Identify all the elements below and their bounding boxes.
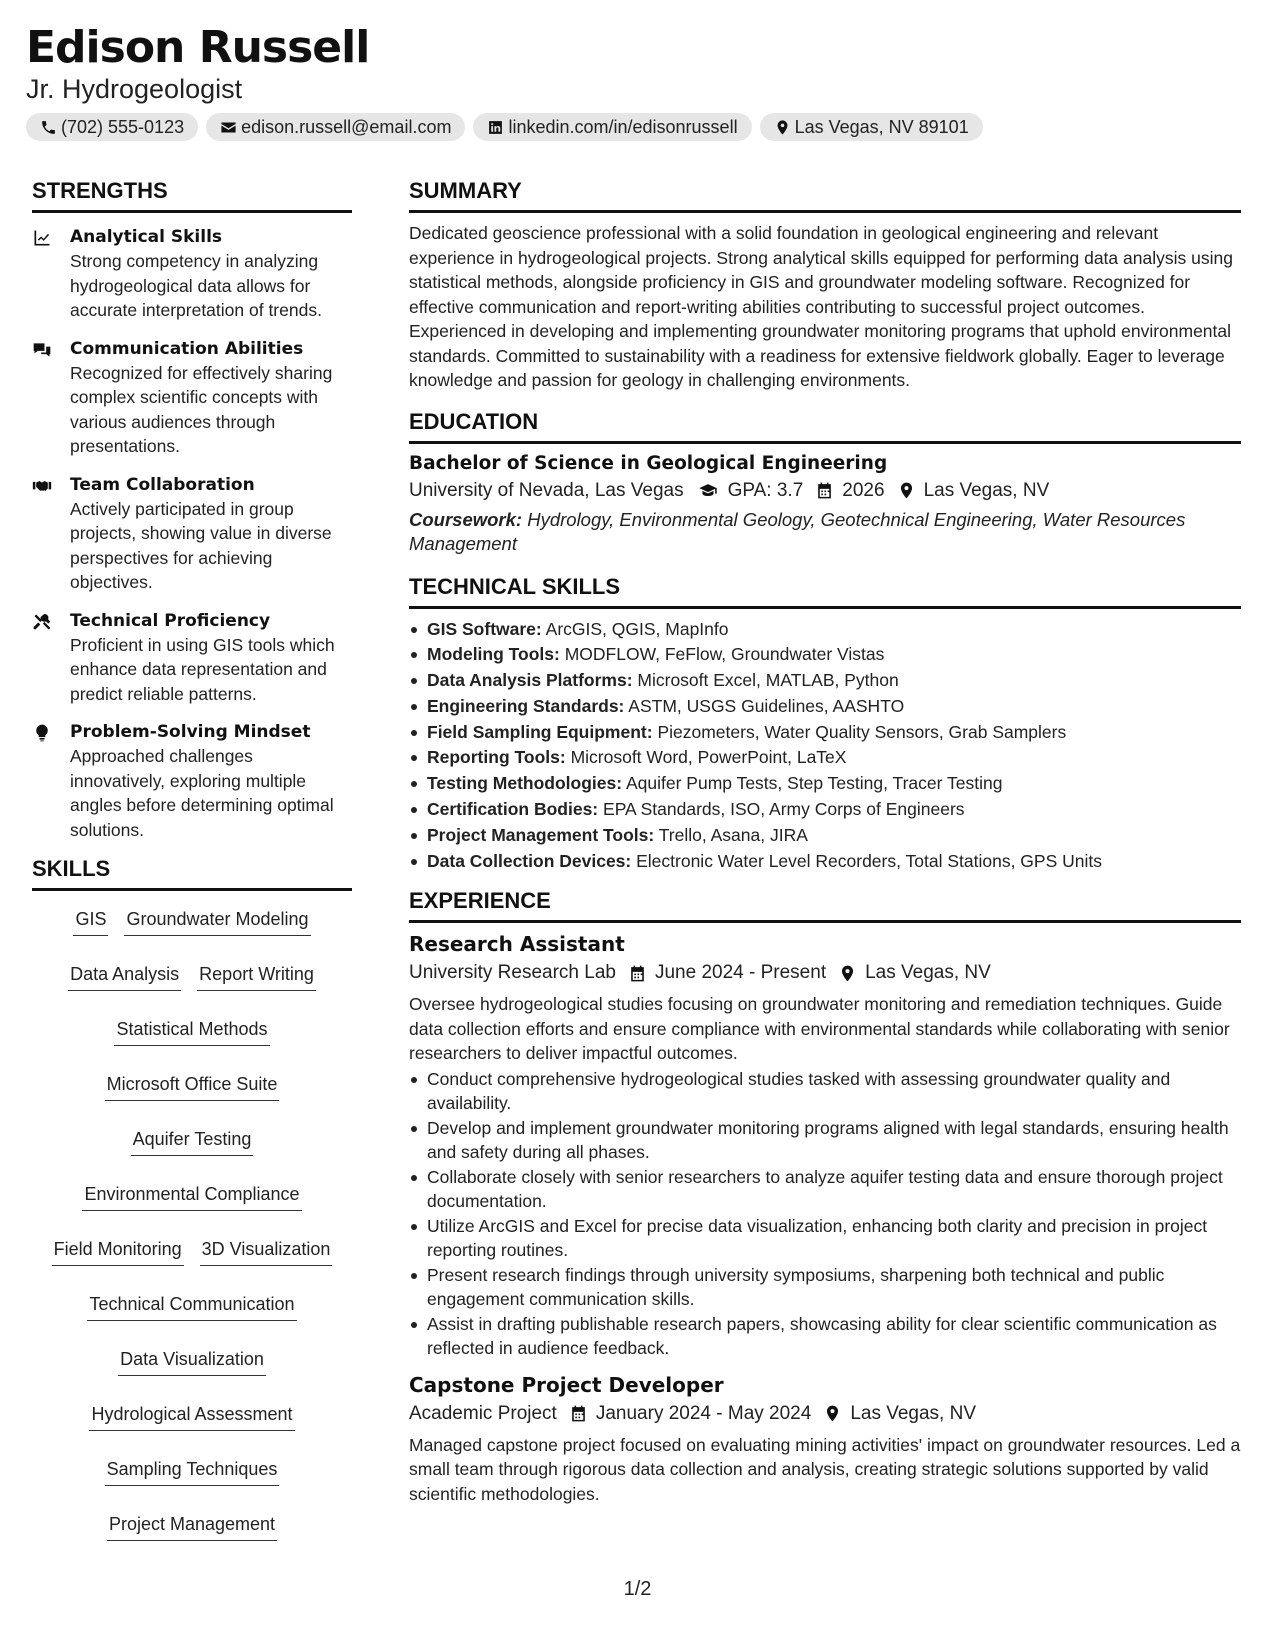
coursework — [409, 508, 1241, 556]
strength-title: Communication Abilities — [70, 338, 304, 359]
strength-desc: Recognized for effectively sharing complex scientific concepts with various audiences through presentations. — [70, 362, 333, 456]
list-item: Data Analysis Platforms: Microsoft Excel, MATLAB, Python — [409, 668, 1241, 694]
skill-tag: Environmental Compliance — [82, 1180, 301, 1211]
contact-linkedin[interactable] — [473, 113, 751, 141]
skill-tag: Technical Communication — [87, 1290, 296, 1321]
list-item: Conduct comprehensive hydrogeological studies tasked with assessing groundwater quality and availability. — [409, 1067, 1241, 1116]
strength-desc: Strong competency in analyzing hydrogeological data allows for accurate interpretation of trends. — [70, 251, 322, 320]
job-meta — [409, 962, 1241, 984]
skill-tag: Hydrological Assessment — [89, 1400, 294, 1431]
coursework-list: Hydrology, Environmental Geology, Geotechnical Engineering, Water Resources Management — [409, 508, 1186, 554]
graduation-cap-icon — [696, 481, 720, 500]
job-bullets — [409, 1067, 1241, 1361]
strengths-heading: STRENGTHS — [32, 178, 352, 213]
technical-skills-heading: TECHNICAL SKILLS — [409, 574, 1241, 609]
skill-tag: 3D Visualization — [200, 1235, 333, 1266]
strength-item — [32, 609, 352, 707]
education-meta — [409, 480, 1241, 502]
list-item: Collaborate closely with senior researchers to analyze aquifer testing data and ensure thorough project documentation. — [409, 1165, 1241, 1214]
technical-skills-list — [409, 617, 1241, 875]
contact-bar — [26, 113, 983, 141]
strength-desc: Proficient in using GIS tools which enhance data representation and predict reliable patterns. — [70, 634, 335, 704]
list-item: Utilize ArcGIS and Excel for precise data visualization, enhancing both clarity and precision in project reporting routines. — [409, 1214, 1241, 1263]
list-item: Project Management Tools: Trello, Asana, JIRA — [409, 823, 1241, 849]
skill-tag: Project Management — [107, 1510, 277, 1541]
list-item: Data Collection Devices: Electronic Water Level Recorders, Total Stations, GPS Units — [409, 849, 1241, 875]
strength-title: Problem-Solving Mindset — [70, 722, 311, 742]
map-pin-icon — [897, 481, 916, 500]
list-item: Reporting Tools: Microsoft Word, PowerPoint, LaTeX — [409, 745, 1241, 771]
candidate-title: Jr. Hydrogeologist — [26, 74, 243, 104]
phone-icon — [40, 119, 57, 136]
skill-tag: Data Visualization — [118, 1345, 266, 1376]
skill-tag: Groundwater Modeling — [124, 905, 310, 936]
education-heading: EDUCATION — [409, 409, 1241, 444]
technical-skills-section — [409, 574, 1241, 875]
lightbulb-icon — [32, 723, 52, 743]
list-item: Develop and implement groundwater monitoring programs aligned with legal standards, ensuring health and safety during all phases. — [409, 1116, 1241, 1165]
list-item: Certification Bodies: EPA Standards, ISO, Army Corps of Engineers — [409, 797, 1241, 823]
list-item: Testing Methodologies: Aquifer Pump Tests, Step Testing, Tracer Testing — [409, 771, 1241, 797]
skill-tag: Statistical Methods — [114, 1015, 269, 1046]
strength-item — [32, 225, 352, 323]
summary-heading: SUMMARY — [409, 178, 1241, 213]
candidate-name: Edison Russell — [26, 22, 370, 73]
job-description: Managed capstone project focused on evaluating mining activities' impact on groundwater resources. Led a small team through rigorous data collection and analysis, creating strategic solutions supported by valid scientific methodologies. — [409, 1434, 1241, 1504]
skill-tag: Sampling Techniques — [105, 1455, 280, 1486]
school-name: University of Nevada, Las Vegas — [409, 479, 684, 501]
gpa: GPA: 3.7 — [727, 479, 804, 501]
job-org: Academic Project — [409, 1402, 557, 1424]
list-item: Assist in drafting publishable research papers, showcasing ability for clear scientific communication as reflected in audience feedback. — [409, 1312, 1241, 1361]
comments-icon — [32, 340, 52, 360]
handshake-icon — [32, 476, 52, 496]
map-pin-icon — [838, 964, 857, 983]
summary-text: Dedicated geoscience professional with a solid foundation in geological engineering and relevant experience in hydrogeological projects. Strong analytical skills equipped for performing data analysis using statistical methods, alongside proficiency in GIS and groundwater modeling software. Recognized for effective communication and report-writing abilities contributing to successful project outcomes. Experienced in developing and implementing groundwater monitoring programs that uphold environmental standards. Committed to sustainability with a readiness for extensive fieldwork globally. Eager to leverage knowledge and passion for geology in challenging environments. — [409, 223, 1233, 390]
coursework-label: Coursework: — [409, 508, 523, 530]
job-location: Las Vegas, NV — [850, 1402, 977, 1424]
job-meta — [409, 1403, 1241, 1425]
job-dates: June 2024 - Present — [654, 962, 827, 984]
strength-title: Technical Proficiency — [70, 610, 271, 631]
skill-tag: Report Writing — [197, 960, 316, 991]
school-location: Las Vegas, NV — [923, 479, 1050, 501]
page-number: 1/2 — [623, 1578, 652, 1600]
job-dates: January 2024 - May 2024 — [595, 1402, 812, 1424]
list-item: Engineering Standards: ASTM, USGS Guidelines, AASHTO — [409, 694, 1241, 720]
strength-desc: Approached challenges innovatively, exploring multiple angles before determining optimal solutions. — [70, 746, 334, 840]
contact-phone[interactable] — [26, 113, 198, 141]
list-item: Modeling Tools: MODFLOW, FeFlow, Groundwater Vistas — [409, 642, 1241, 668]
list-item: GIS Software: ArcGIS, QGIS, MapInfo — [409, 617, 1241, 643]
strength-item — [32, 473, 352, 595]
skill-tag: Aquifer Testing — [131, 1125, 254, 1156]
calendar-icon — [569, 1404, 588, 1423]
calendar-icon — [815, 481, 834, 500]
right-column — [409, 178, 1241, 1506]
list-item: Present research findings through university symposiums, sharpening both technical and public engagement communication skills. — [409, 1263, 1241, 1312]
strength-title: Analytical Skills — [70, 227, 223, 247]
skill-tag: Microsoft Office Suite — [105, 1070, 280, 1101]
contact-phone-text: (702) 555-0123 — [61, 116, 185, 137]
contact-email-text: edison.russell@email.com — [241, 116, 452, 137]
list-item: Field Sampling Equipment: Piezometers, Water Quality Sensors, Grab Samplers — [409, 720, 1241, 746]
degree-title: Bachelor of Science in Geological Engineering — [409, 452, 888, 474]
job-location: Las Vegas, NV — [865, 962, 991, 984]
envelope-icon — [220, 119, 237, 136]
strengths-list — [32, 225, 352, 842]
contact-location — [760, 113, 983, 141]
skill-tag: GIS — [73, 905, 108, 936]
skill-tag: Field Monitoring — [52, 1235, 184, 1266]
skills-heading: SKILLS — [32, 856, 352, 891]
contact-linkedin-text: linkedin.com/in/edisonrussell — [508, 116, 738, 137]
linkedin-icon — [487, 119, 504, 136]
job-org: University Research Lab — [409, 962, 616, 984]
contact-email[interactable] — [206, 113, 465, 141]
strength-item — [32, 337, 352, 459]
job-title: Capstone Project Developer — [409, 1372, 724, 1397]
chart-line-icon — [32, 228, 52, 248]
calendar-icon — [628, 964, 647, 983]
skills-tags — [32, 905, 352, 1541]
left-column — [32, 178, 352, 1541]
job-description: Oversee hydrogeological studies focusing on groundwater monitoring and remediation techniques. Guide data collection efforts and ensure compliance with environmental standards while collaborating with senior researchers to deliver impactful outcomes. — [409, 994, 1230, 1064]
map-pin-icon — [823, 1404, 842, 1423]
job-title: Research Assistant — [409, 932, 625, 957]
contact-location-text: Las Vegas, NV 89101 — [794, 116, 969, 137]
education-section — [409, 409, 1241, 556]
skill-tag: Data Analysis — [68, 960, 181, 991]
experience-heading: EXPERIENCE — [409, 888, 1241, 923]
strength-title: Team Collaboration — [70, 474, 255, 495]
graduation-year: 2026 — [842, 479, 885, 501]
tools-icon — [32, 612, 52, 632]
strength-desc: Actively participated in group projects, showing value in diverse perspectives for achieving objectives. — [70, 498, 332, 592]
experience-section — [409, 888, 1241, 1506]
strength-item — [32, 720, 352, 842]
map-pin-icon — [774, 119, 791, 136]
